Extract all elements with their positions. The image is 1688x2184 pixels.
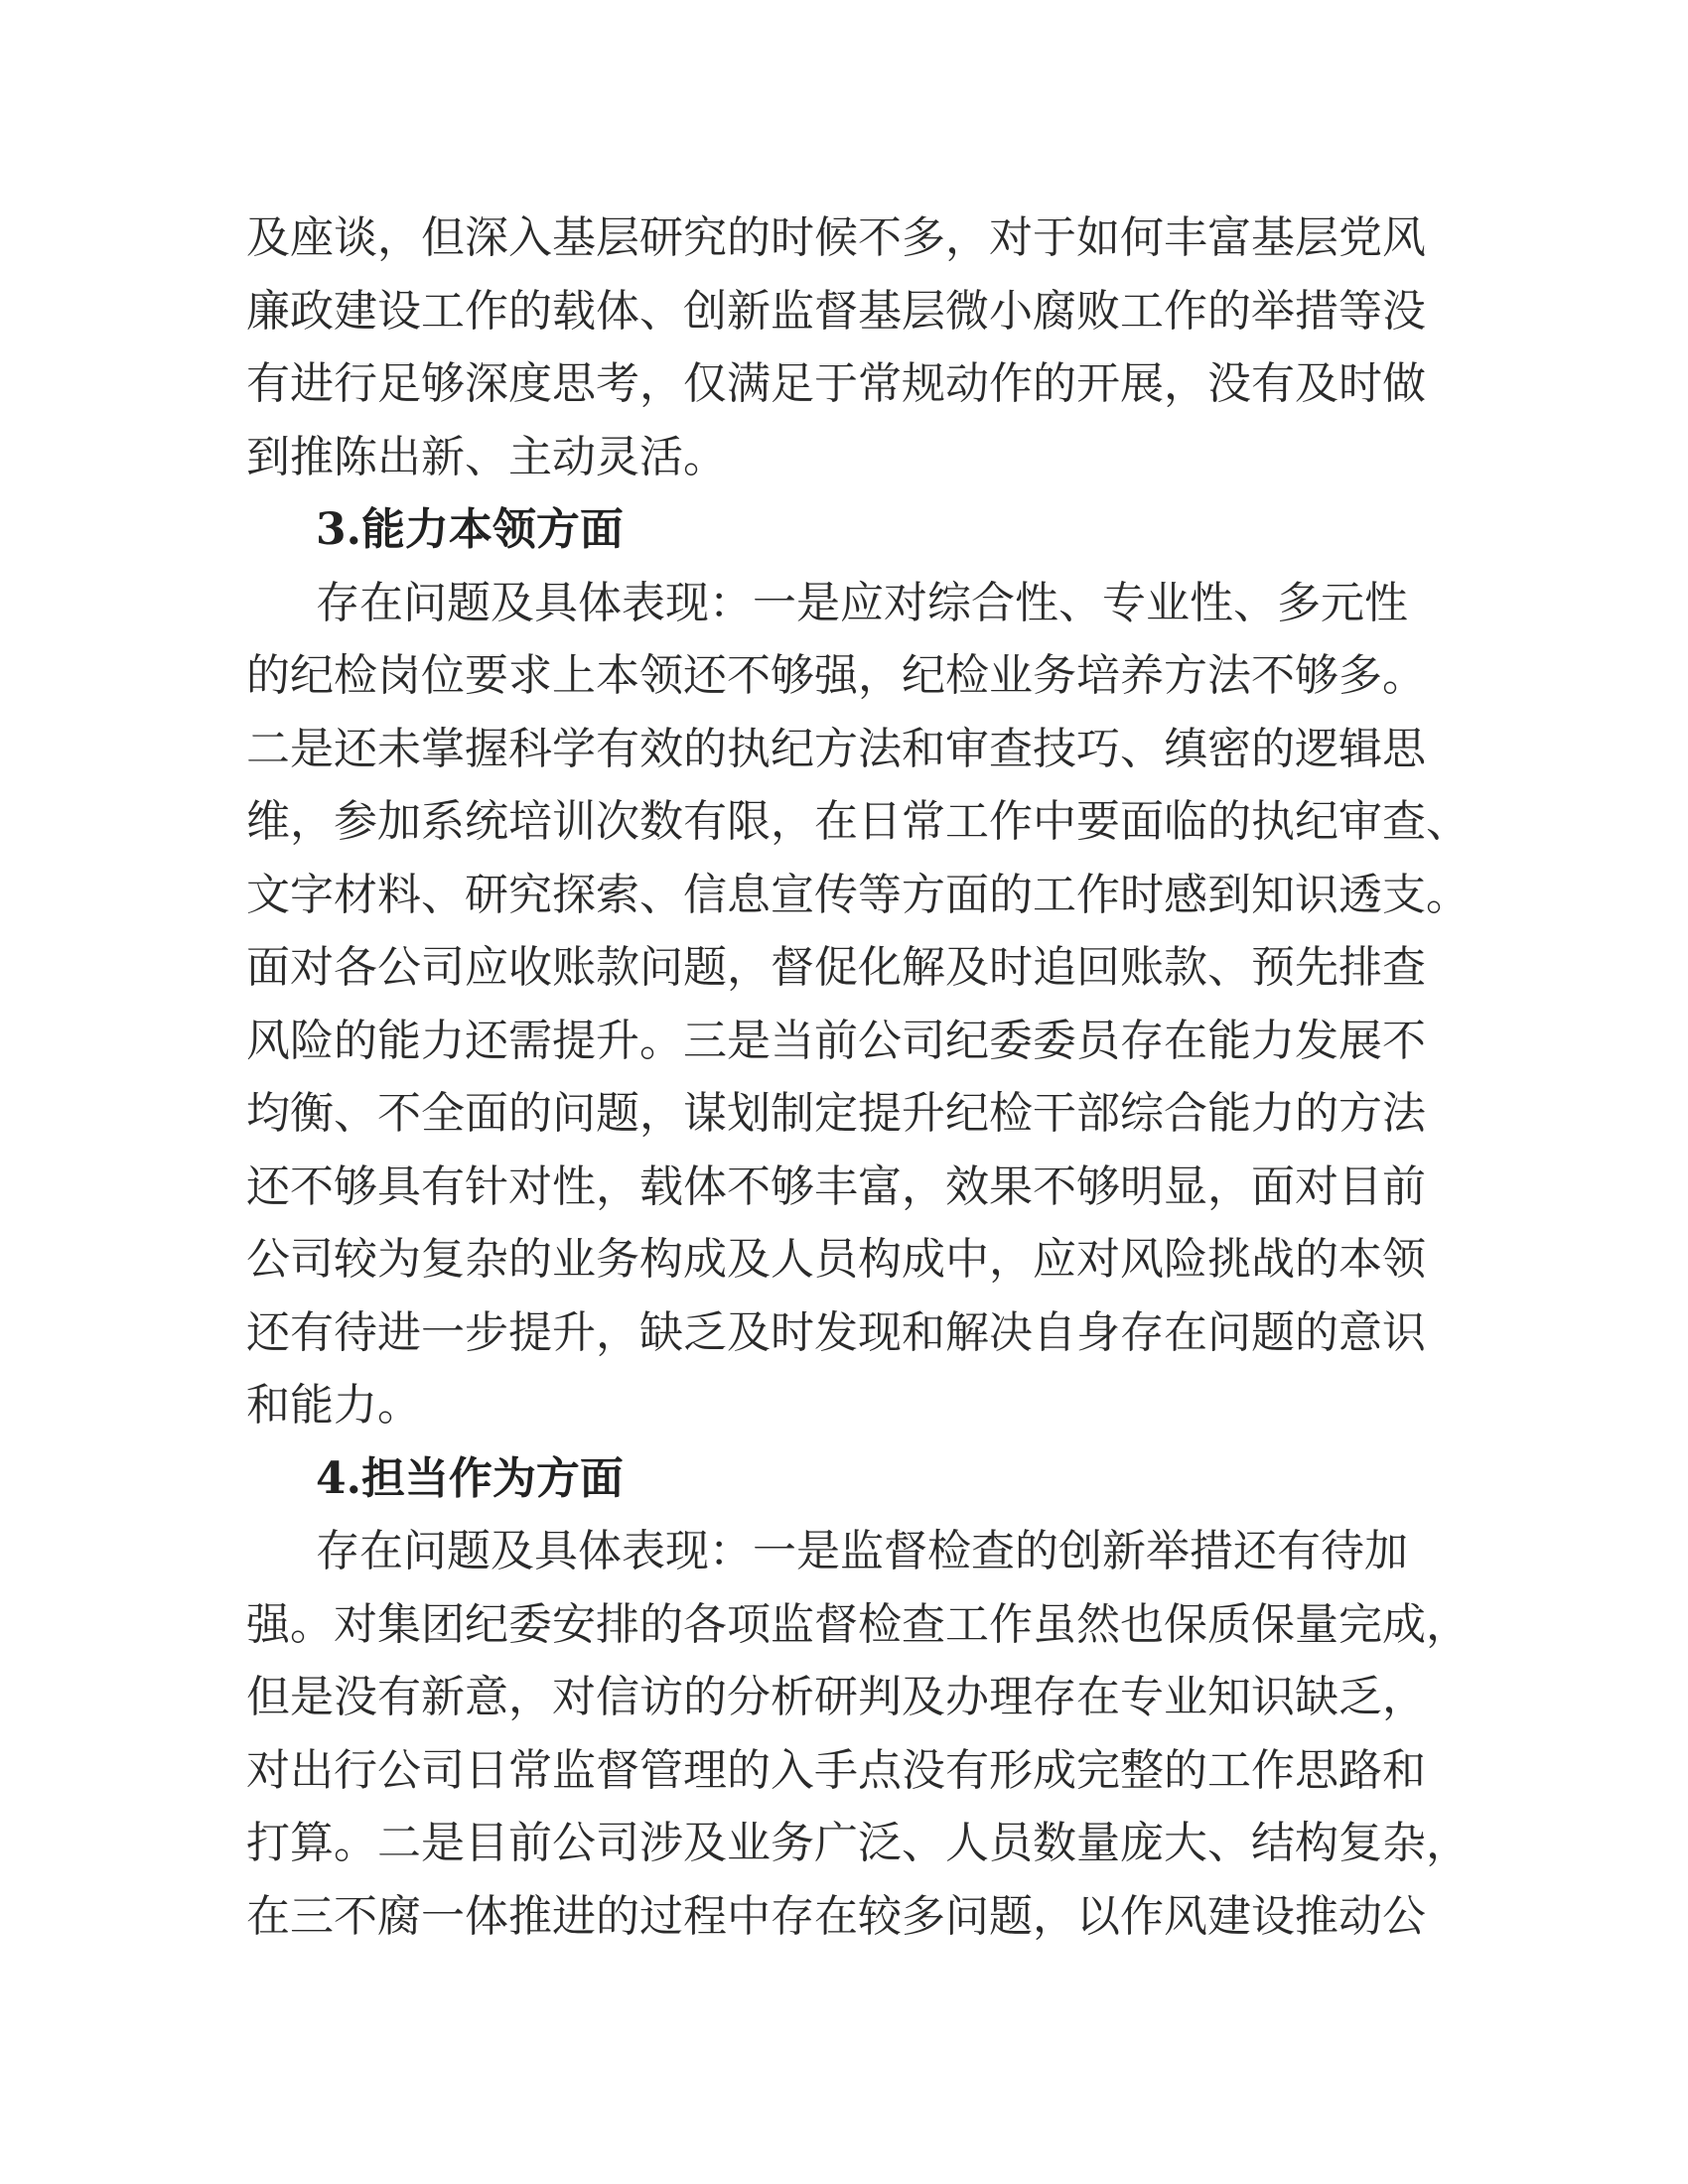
paragraph-line: 还不够具有针对性，载体不够丰富，效果不够明显，面对目前 (246, 1160, 1426, 1212)
paragraph-line: 存在问题及具体表现：一是应对综合性、专业性、多元性 (316, 577, 1408, 628)
paragraph-line: 还有待进一步提升，缺乏及时发现和解决自身存在问题的意识 (246, 1306, 1426, 1358)
paragraph-line: 和能力。 (246, 1380, 421, 1431)
document-body (246, 202, 1470, 1953)
paragraph-line: 但是没有新意，对信访的分析研判及办理存在专业知识缺乏， (246, 1672, 1426, 1722)
paragraph-line: 二是还未掌握科学有效的执纪方法和审查技巧、缜密的逻辑思 (246, 723, 1426, 774)
section-heading-4 (246, 1442, 1458, 1516)
paragraph-line: 维，参加系统培训次数有限，在日常工作中要面临的执纪审查、 (246, 796, 1470, 847)
paragraph-line: 廉政建设工作的载体、创新监督基层微小腐败工作的举措等没 (246, 285, 1426, 337)
paragraph-line: 均衡、不全面的问题，谋划制定提升纪检干部综合能力的方法 (246, 1088, 1426, 1139)
paragraph-line: 及座谈，但深入基层研究的时候不多，对于如何丰富基层党风 (246, 212, 1426, 263)
paragraph-line: 风险的能力还需提升。三是当前公司纪委委员存在能力发展不 (246, 1015, 1426, 1066)
paragraph-line: 面对各公司应收账款问题，督促化解及时追回账款、预先排查 (246, 942, 1426, 993)
section-title: 能力本领方面 (360, 504, 624, 555)
paragraph-line: 强。对集团纪委安排的各项监督检查工作虽然也保质保量完成， (246, 1598, 1470, 1650)
paragraph-line: 打算。二是目前公司涉及业务广泛、人员数量庞大、结构复杂， (246, 1818, 1470, 1868)
paragraph-line: 有进行足够深度思考，仅满足于常规动作的开展，没有及时做 (246, 358, 1426, 409)
section-heading-3 (246, 493, 1458, 567)
paragraph-line: 存在问题及具体表现：一是监督检查的创新举措还有待加 (316, 1526, 1408, 1576)
paragraph-line: 到推陈出新、主动灵活。 (246, 431, 727, 482)
paragraph-line: 文字材料、研究探索、信息宣传等方面的工作时感到知识透支。 (246, 869, 1470, 920)
paragraph-line: 的纪检岗位要求上本领还不够强，纪检业务培养方法不够多。 (246, 650, 1426, 701)
paragraph-line: 对出行公司日常监督管理的入手点没有形成完整的工作思路和 (246, 1744, 1426, 1796)
section-title: 担当作为方面 (360, 1452, 624, 1504)
paragraph-line: 公司较为复杂的业务构成及人员构成中，应对风险挑战的本领 (246, 1234, 1426, 1285)
section-number: 3. (316, 504, 361, 555)
paragraph-line: 在三不腐一体推进的过程中存在较多问题，以作风建设推动公 (246, 1890, 1426, 1942)
section-number: 4. (316, 1452, 361, 1504)
